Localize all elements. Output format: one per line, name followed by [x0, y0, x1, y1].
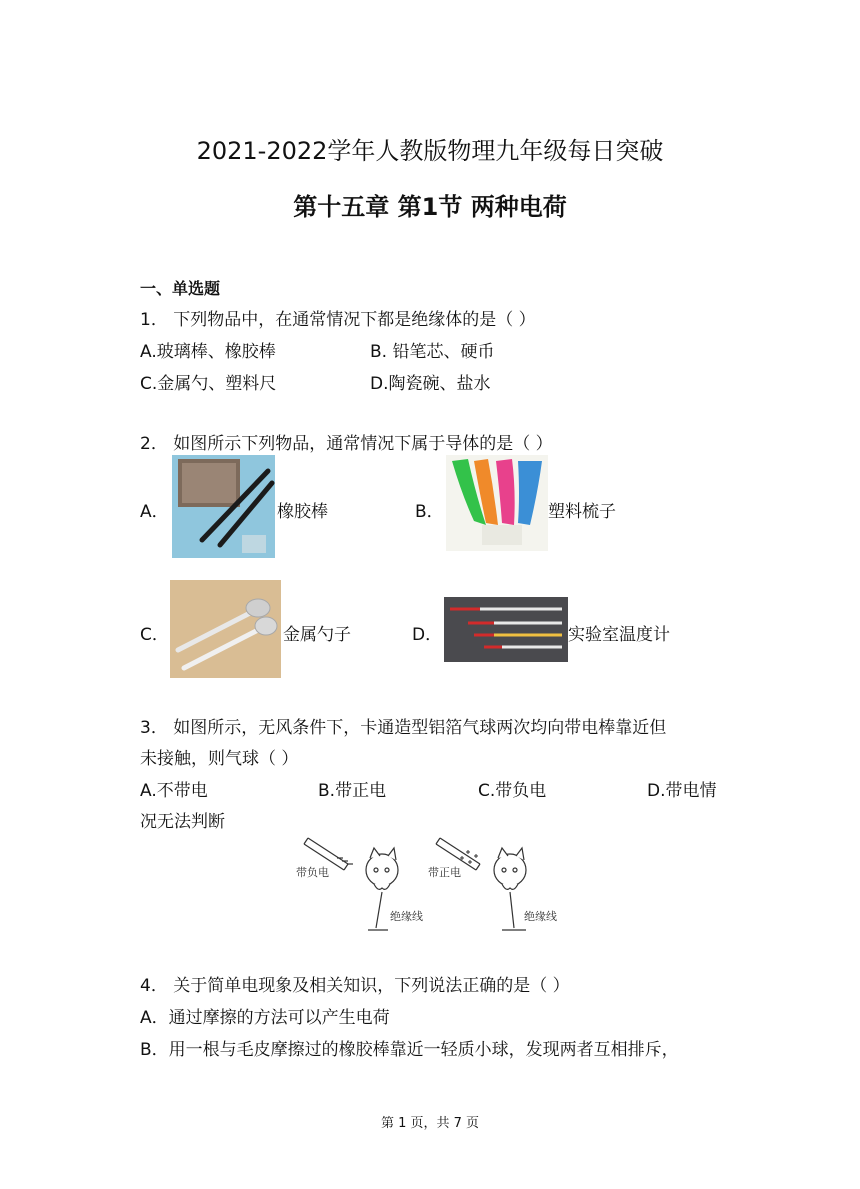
q3-option-a: A.不带电 [140, 781, 208, 801]
q2-option-c-letter: C． [140, 625, 169, 645]
q3-option-b: B.带正电 [318, 781, 387, 801]
q2-option-b-caption: 塑料梳子 [548, 502, 616, 522]
q4-option-a: A．通过摩擦的方法可以产生电荷 [140, 1008, 390, 1028]
balloon-figure [290, 828, 580, 940]
page-footer: 第 1 页，共 7 页 [380, 1116, 480, 1131]
q2-option-b-letter: B． [415, 502, 444, 522]
q1-option-c: C.金属勺、塑料尺 [140, 374, 277, 394]
q2-stem: 2． 如图所示下列物品，通常情况下属于导体的是（ ） [140, 434, 553, 454]
q1-option-b: B. 铅笔芯、硬币 [370, 342, 495, 362]
q1-option-a: A.玻璃棒、橡胶棒 [140, 342, 276, 362]
q3-option-d: D.带电情 [647, 781, 717, 801]
q2-option-c-caption: 金属勺子 [283, 625, 351, 645]
rubber-rod-photo [172, 455, 275, 558]
document-title: 2021-2022学年人教版物理九年级每日突破 [196, 137, 664, 165]
q3-option-d-continued: 况无法判断 [140, 812, 225, 832]
q2-option-d-letter: D． [412, 625, 443, 645]
q4-stem: 4． 关于简单电现象及相关知识，下列说法正确的是（ ） [140, 976, 570, 996]
q2-option-a-caption: 橡胶棒 [277, 502, 328, 522]
q2-option-a-letter: A． [140, 502, 169, 522]
q3-option-c: C.带负电 [478, 781, 547, 801]
thermometer-photo [444, 597, 568, 662]
metal-spoon-photo [170, 580, 281, 678]
fig-label-positive: 带正电 [428, 866, 461, 879]
q3-stem-line2: 未接触，则气球（ ） [140, 749, 299, 769]
q1-option-d: D.陶瓷碗、盐水 [370, 374, 491, 394]
q4-option-b: B．用一根与毛皮摩擦过的橡胶棒靠近一轻质小球，发现两者互相排斥， [140, 1040, 679, 1060]
plastic-comb-photo [446, 455, 548, 551]
fig-label-negative: 带负电 [296, 866, 329, 879]
section-heading: 一、单选题 [140, 279, 221, 298]
q1-stem: 1． 下列物品中，在通常情况下都是绝缘体的是（ ） [140, 310, 536, 330]
q2-option-d-caption: 实验室温度计 [568, 625, 670, 645]
fig-label-thread-left: 绝缘线 [390, 910, 423, 923]
fig-label-thread-right: 绝缘线 [524, 910, 557, 923]
q3-stem-line1: 3． 如图所示，无风条件下，卡通造型铝箔气球两次均向带电棒靠近但 [140, 718, 667, 738]
document-subtitle: 第十五章 第1节 两种电荷 [293, 193, 567, 221]
